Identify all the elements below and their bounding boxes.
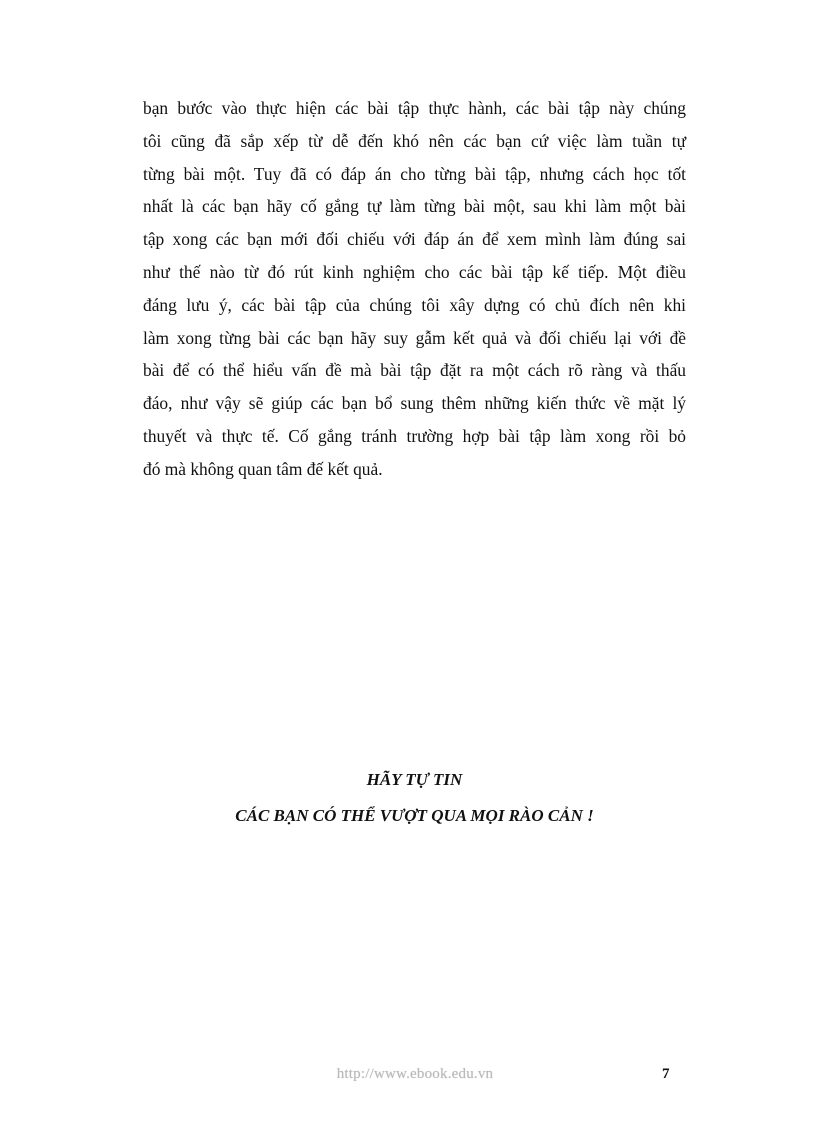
body-line: đáo, như vậy sẽ giúp các bạn bổ sung thêm những kiến thức về mặt lý (143, 393, 686, 414)
body-line: đó mà không quan tâm đế kết quả. (143, 458, 383, 479)
body-line: bạn bước vào thực hiện các bài tập thực hành, các bài tập này chúng (143, 98, 686, 118)
body-line: thuyết và thực tế. Cố gắng tránh trường hợp bài tập làm xong rồi bỏ (143, 425, 686, 446)
slogan-heading: HÃY TỰ TIN (366, 770, 463, 789)
body-line: từng bài một. Tuy đã có đáp án cho từng bài tập, nhưng cách học tốt (143, 163, 686, 184)
body-line: tôi cũng đã sắp xếp từ dễ đến khó nên các bạn cứ việc làm tuần tự (143, 130, 686, 151)
body-line: làm xong từng bài các bạn hãy suy gẫm kết quả và đối chiếu lại với đề (143, 327, 686, 348)
body-line: đáng lưu ý, các bài tập của chúng tôi xây dựng có chủ đích nên khi (143, 294, 686, 315)
body-line: nhất là các bạn hãy cố gắng tự làm từng bài một, sau khi làm một bài (143, 196, 686, 217)
slogan-subheading: CÁC BẠN CÓ THỂ VƯỢT QUA MỌI RÀO CẢN ! (235, 806, 594, 825)
body-line: bài để có thể hiểu vấn đề mà bài tập đặt ra một cách rõ ràng và thấu (143, 360, 686, 381)
footer-url-watermark: http://www.ebook.edu.vn (336, 1066, 494, 1082)
body-paragraph (143, 92, 686, 486)
body-line: như thế nào từ đó rút kinh nghiệm cho các bài tập kế tiếp. Một điều (143, 261, 686, 282)
page-number: 7 (662, 1066, 670, 1082)
body-line: tập xong các bạn mới đối chiếu với đáp án để xem mình làm đúng sai (143, 229, 686, 250)
